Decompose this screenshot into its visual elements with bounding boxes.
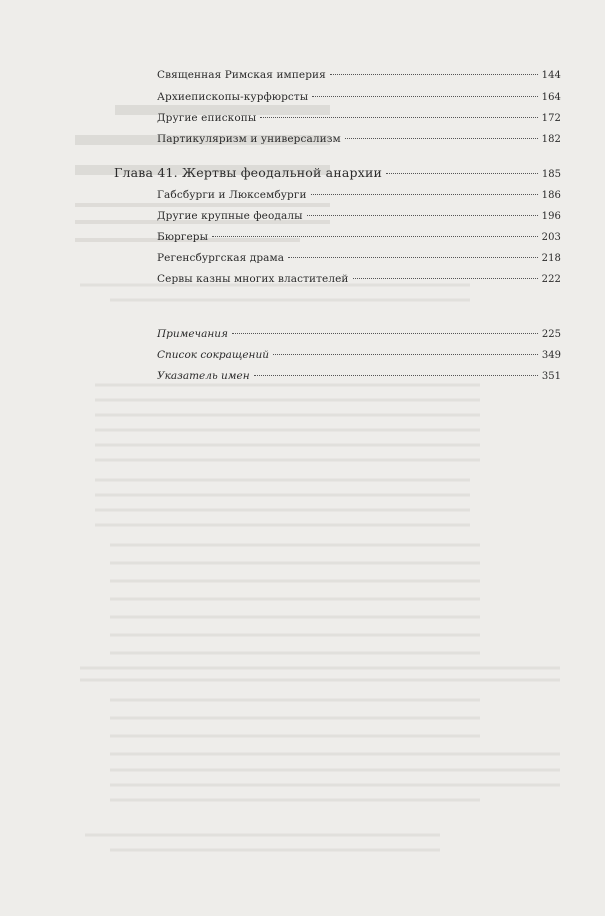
dot-leader [212,236,538,237]
toc-entry-page: 225 [541,329,561,340]
dot-leader [288,257,537,258]
toc-appendix-entry[interactable] [157,328,561,340]
dot-leader [353,278,538,279]
toc-entry[interactable] [157,210,561,222]
toc-entry[interactable] [157,133,561,145]
toc-entry-page: 222 [541,274,561,285]
toc-entry-page: 349 [541,350,561,361]
dot-leader [345,138,538,139]
toc-entry-page: 196 [541,211,561,222]
toc-entry-title: Сервы казны многих властителей [157,273,349,285]
toc-appendix-entry[interactable] [157,370,561,382]
toc-entry-title: Другие крупные феодалы [157,210,303,222]
toc-entry-page: 351 [541,371,561,382]
toc-appendix-entry[interactable] [157,349,561,361]
toc-entry-title: Священная Римская империя [157,69,326,81]
toc-entry[interactable] [157,91,561,103]
toc-entry-page: 172 [541,113,561,124]
toc-entry-title: Список сокращений [157,349,269,361]
toc-entry-page: 186 [541,190,561,201]
toc-entry[interactable] [157,273,561,285]
dot-leader [254,375,538,376]
toc-chapter-title: Глава 41. Жертвы феодальной анархии [114,165,383,180]
toc-entry-title: Партикуляризм и универсализм [157,133,341,145]
toc-entry[interactable] [157,231,561,243]
dot-leader [232,333,538,334]
toc-entry-page: 203 [541,232,561,243]
toc-entry-title: Архиепископы-курфюрсты [157,91,309,103]
toc-entry-page: 164 [541,92,561,103]
toc-entry-title: Регенсбургская драма [157,252,285,264]
toc-entry-title: Указатель имен [157,370,250,382]
dot-leader [307,215,538,216]
toc-entry[interactable] [157,252,561,264]
toc-entry[interactable] [157,112,561,124]
dot-leader [312,96,537,97]
toc-entry[interactable] [157,69,561,81]
toc-chapter-page: 185 [541,169,561,180]
toc-chapter-entry[interactable] [114,165,561,180]
toc-entry-title: Примечания [157,328,228,340]
dot-leader [386,173,538,174]
dot-leader [311,194,538,195]
toc-entry-page: 144 [541,70,561,81]
toc-entry-title: Другие епископы [157,112,257,124]
toc-entry-title: Бюргеры [157,231,209,243]
toc-entry[interactable] [157,189,561,201]
dot-leader [260,117,537,118]
dot-leader [273,354,538,355]
dot-leader [330,74,538,75]
toc-entry-title: Габсбурги и Люксембурги [157,189,307,201]
toc-entry-page: 218 [541,253,561,264]
toc-entry-page: 182 [541,134,561,145]
